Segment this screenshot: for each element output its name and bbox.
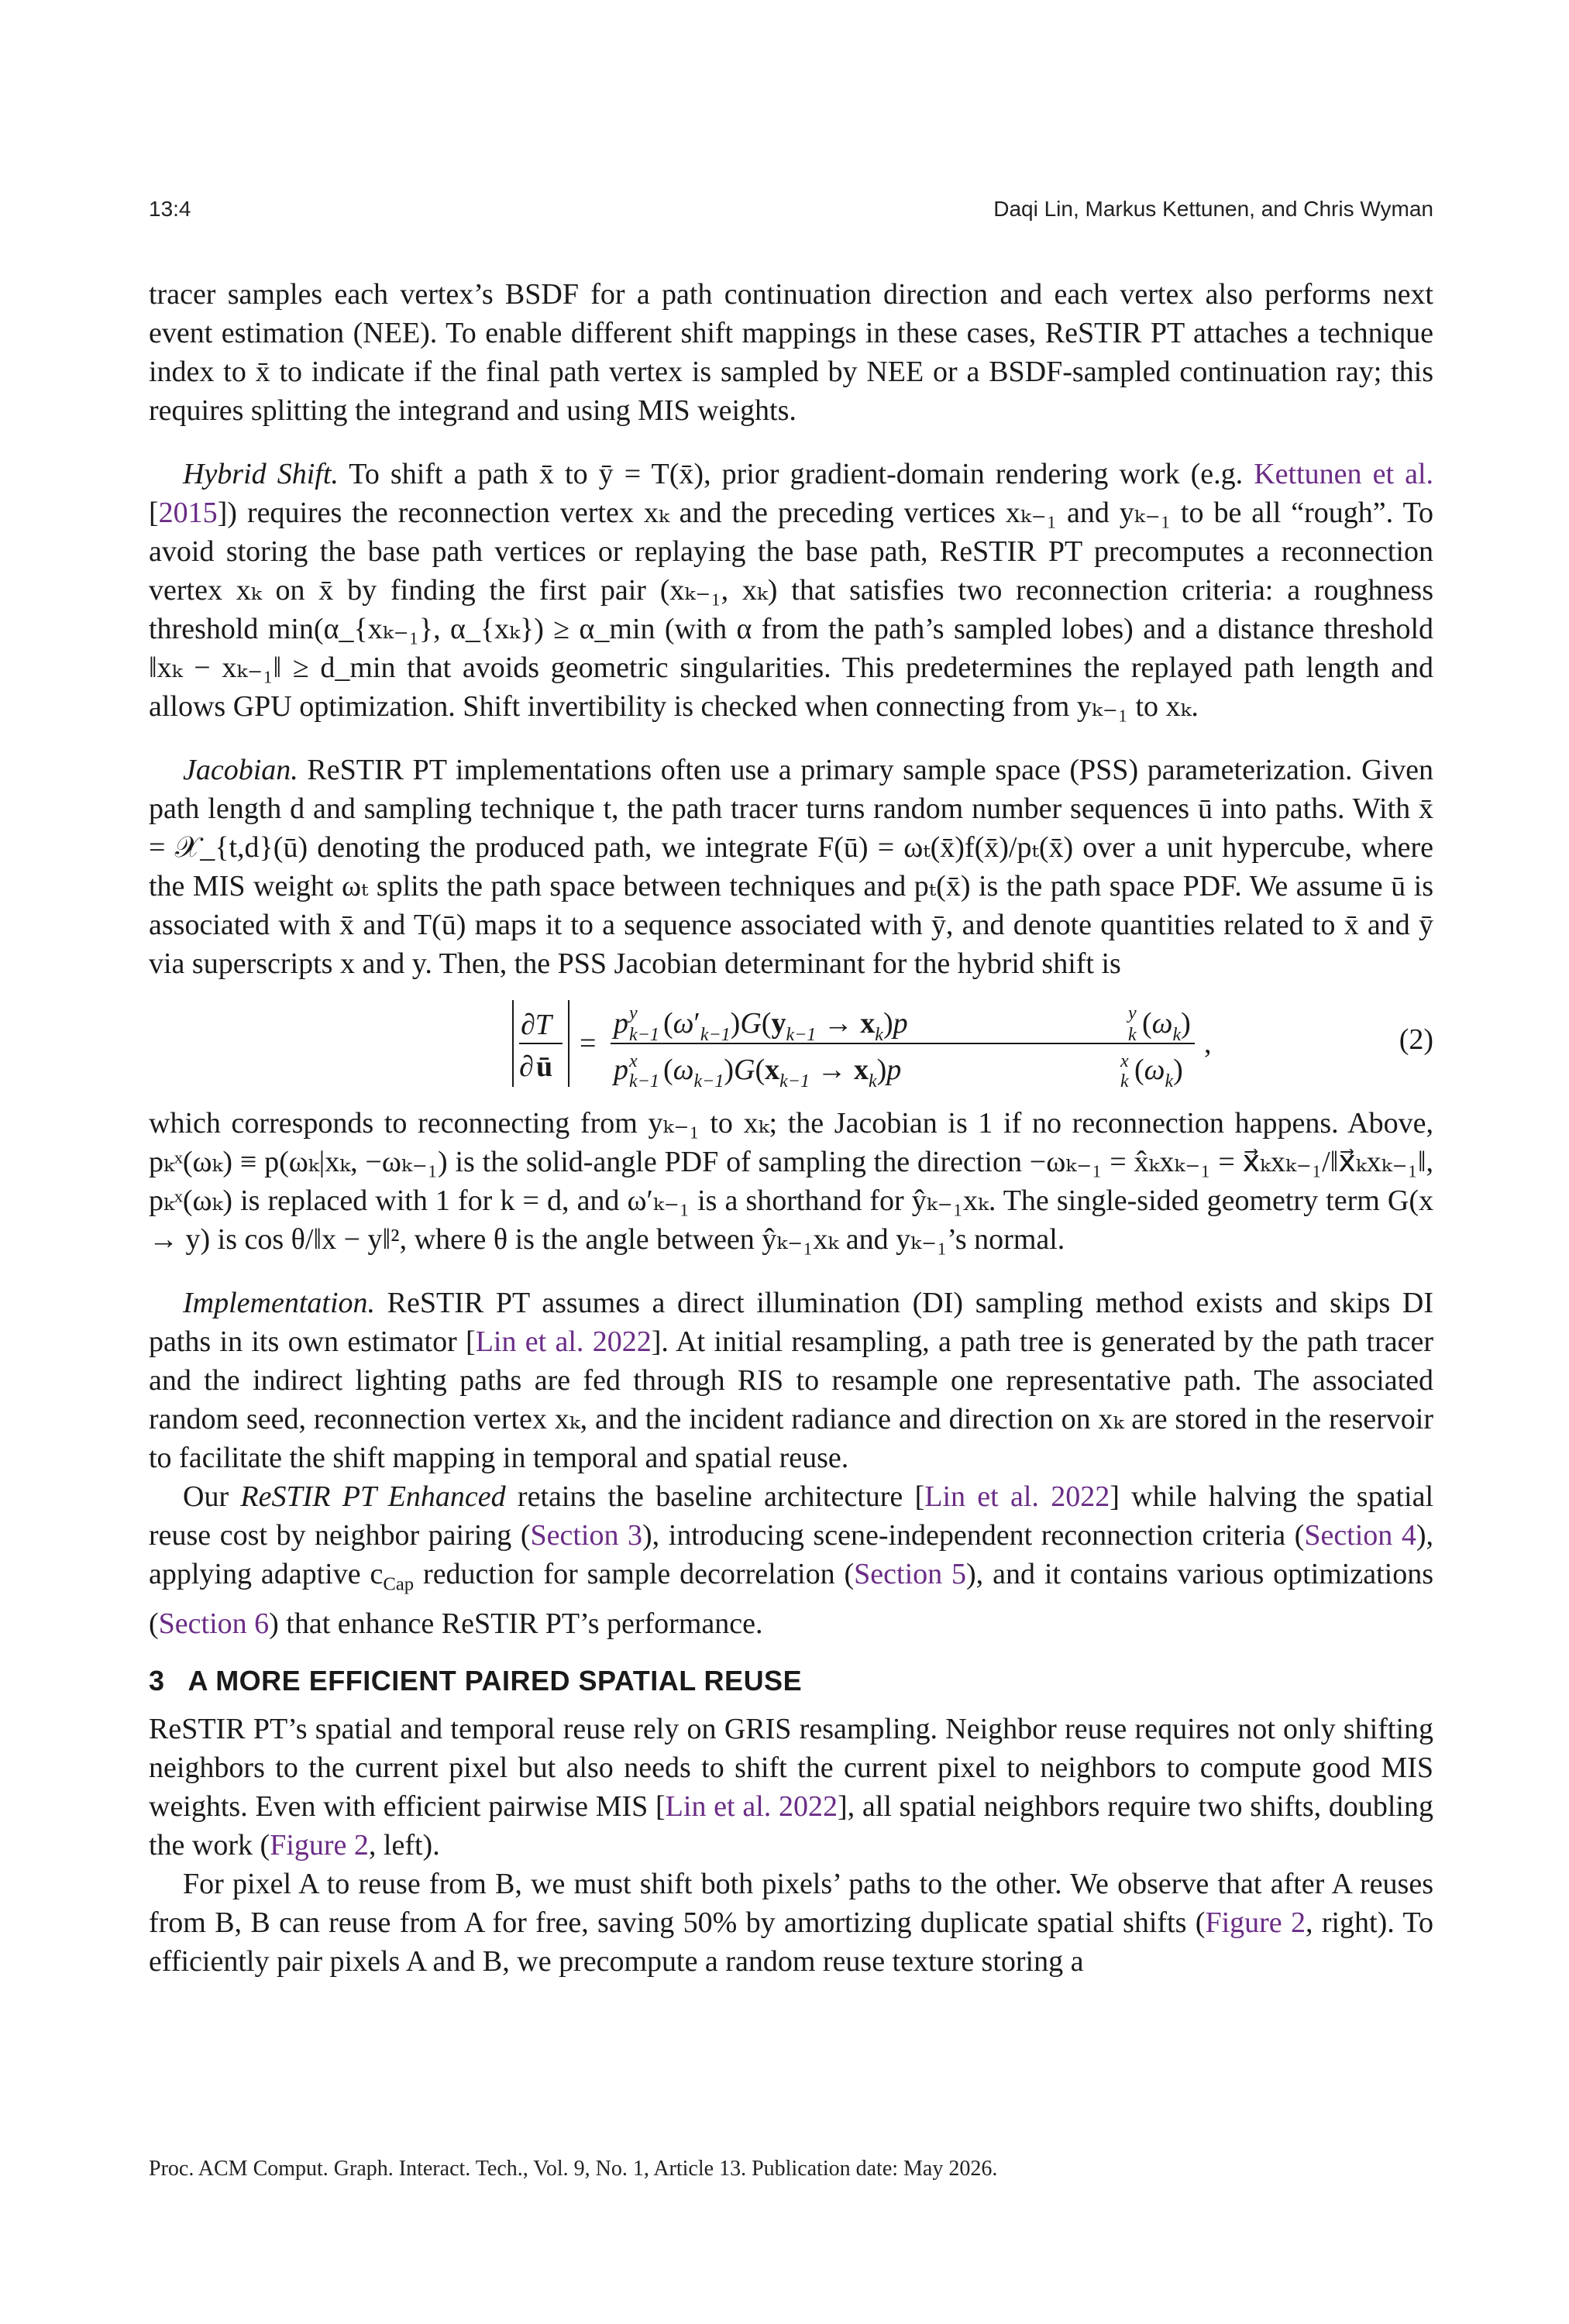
paragraph-section3-2 [149, 1865, 1433, 1981]
runin-heading-jacobian: Jacobian. [183, 754, 298, 786]
citation-lin-2022-b[interactable]: Lin et al. 2022 [924, 1480, 1110, 1513]
paragraph-implementation [149, 1284, 1433, 1477]
link-section-5[interactable]: Section 5 [854, 1558, 967, 1590]
citation-kettunen-year[interactable]: 2015 [158, 497, 218, 529]
paragraph-hybrid-shift: Hybrid Shift. To shift a path x̄ to ȳ = T(x̄), prior gradient-domain rendering work (e.g. Kettunen et al. [2015]) requires the reconnection vertex xₖ and the preceding vertices xₖ₋₁ and yₖ₋₁ to be all “rough”. To avoid storing the base path vertices or replaying the base path, ReSTIR PT precomputes a reconnection vertex xₖ on x̄ by finding the first pair (xₖ₋₁, xₖ) that satisfies two reconnection criteria: a roughness threshold min(α_{xₖ₋₁}, α_{xₖ}) ≥ α_min (with α from the path’s sampled lobes) and a distance threshold ‖xₖ − xₖ₋₁‖ ≥ d_min that avoids geometric singularities. This predetermines the replayed path length and allows GPU optimization. Shift invertibility is checked when connecting from yₖ₋₁ to xₖ. [149, 458, 1434, 723]
s3-text-e: , right). To efficiently pair pixels A and B, we precompute a random reuse texture storing a [149, 1906, 1433, 1978]
svg-text:(ωk): $(\omega_k)$ [1142, 1007, 1191, 1045]
s3-text-b: ], all spatial neighbors require two shifts, doubling the work ( [149, 1789, 1433, 1862]
hybrid-text-b: ]) requires the reconnection vertex xₖ and the preceding vertices xₖ₋₁ and yₖ₋₁ to be all “rough”. To avoid storing the base path vertices or replaying the base path, ReSTIR PT precomputes a reconnection vertex xₖ on x̄ by finding the first pair (xₖ₋₁, xₖ) that satisfies two reconnection criteria: a roughness threshold min(α_{xₖ₋₁}, α_{xₖ}) ≥ α_min (with α from the path’s sampled lobes) and a distance threshold ‖xₖ − xₖ₋₁‖ ≥ d_min that avoids geometric singularities. This predetermines the replayed path length and allows GPU optimization. Shift invertibility is checked when connecting from yₖ₋₁ to xₖ. [149, 497, 1433, 723]
svg-text:k−1: k−1 [629, 1025, 659, 1045]
equation-graphic [149, 989, 1433, 1098]
svg-text:k−1: k−1 [629, 1071, 659, 1092]
page-reference: 13:4 [149, 197, 191, 221]
svg-text:p: p [614, 1007, 628, 1040]
link-figure-2[interactable]: Figure 2 [270, 1828, 369, 1862]
svg-text:x: x [629, 1051, 638, 1071]
runin-heading-implementation: Implementation. [183, 1287, 376, 1319]
s3-text-a: ReSTIR PT’s spatial and temporal reuse rely on GRIS resampling. Neighbor reuse requires not only shifting neighbors to the current pixel but also needs to shift the current pixel to neighbors to compute good MIS weights. Even with efficient pairwise MIS [ [149, 1712, 1433, 1823]
enhanced-text-e: ), applying adaptive c [149, 1519, 1433, 1590]
runin-heading-hybrid: Hybrid Shift. [183, 458, 339, 490]
paragraph-enhanced [149, 1477, 1433, 1643]
link-section-3[interactable]: Section 3 [530, 1519, 643, 1552]
paragraph-jacobian [149, 751, 1433, 983]
equation-2 [149, 989, 1433, 1098]
enhanced-text-h: ) that enhance ReSTIR PT’s performance. [269, 1607, 763, 1640]
svg-text:(ωk): $(\omega_k)$ [1134, 1054, 1183, 1092]
main-text [149, 275, 1433, 1981]
link-section-6[interactable]: Section 6 [158, 1607, 270, 1640]
enhanced-text-d: ), introducing scene-independent reconnection criteria ( [642, 1519, 1305, 1552]
svg-text:(ωk−1)G(xk−1 → xk)p: $(\omega_{k-1})G(x_{k-1} \to x_k)p$ [663, 1054, 902, 1092]
svg-text:k: k [1120, 1071, 1129, 1092]
link-figure-2-b[interactable]: Figure 2 [1205, 1906, 1306, 1939]
paragraph-after-equation: which corresponds to reconnecting from yₖ₋₁ to xₖ; the Jacobian is 1 if no reconnection happens. Above, pₖˣ(ωₖ) ≡ p(ωₖ|xₖ, −ωₖ₋₁) is the solid-angle PDF of sampling the direction −ωₖ₋₁ = x̂ₖxₖ₋₁ = x⃗ₖxₖ₋₁/‖x⃗ₖxₖ₋₁‖, pₖˣ(ωₖ) is replaced with 1 for k = d, and ω′ₖ₋₁ is a shorthand for ŷₖ₋₁xₖ. The single-sided geometry term G(x → y) is cos θ/‖x − y‖², where θ is the angle between ŷₖ₋₁xₖ and yₖ₋₁’s normal. [149, 1107, 1433, 1256]
citation-kettunen[interactable]: Kettunen et al. [1254, 458, 1434, 490]
enhanced-text-c: ] while halving the spatial reuse cost by neighbor pairing ( [149, 1480, 1434, 1552]
cap-subscript: Cap [383, 1573, 415, 1595]
enhanced-text-f: reduction for sample decorrelation ( [414, 1558, 855, 1590]
svg-text:,: , [1204, 1027, 1212, 1060]
citation-lin-2022-c[interactable]: Lin et al. 2022 [665, 1789, 838, 1823]
svg-text:∂: ∂ [519, 1050, 534, 1083]
enhanced-text-b: retains the baseline architecture [ [505, 1480, 925, 1513]
svg-text:ū: ū [536, 1050, 553, 1083]
paragraph-section3-1 [149, 1710, 1433, 1865]
method-name: ReSTIR PT Enhanced [240, 1480, 506, 1513]
s3-text-d: For pixel A to reuse from B, we must shift both pixels’ paths to the other. We observe that after A reuses from B, B can reuse from A for free, saving 50% by amortizing duplicate spatial shifts ( [149, 1867, 1433, 1939]
implementation-text-a: ReSTIR PT assumes a direct illumination (DI) sampling method exists and skips DI paths in its own estimator [ [149, 1287, 1433, 1358]
svg-text:x: x [1120, 1051, 1129, 1071]
svg-text:(ω′k−1)G(yk−1 → xk)p: $(\omega'_{k-1})G(y_{k-1} \to x_k)p$ [663, 1007, 908, 1045]
section-heading [149, 1662, 1433, 1700]
svg-text:y: y [1128, 1003, 1137, 1023]
citation-lin-2022[interactable]: Lin et al. 2022 [475, 1325, 652, 1358]
paragraph-continuation: tracer samples each vertex’s BSDF for a path continuation direction and each vertex also performs next event estimation (NEE). To enable different shift mappings in these cases, ReSTIR PT attaches a technique index to x̄ to indicate if the final path vertex is sampled by NEE or a BSDF-sampled continuation ray; this requires splitting the integrand and using MIS weights. [149, 278, 1433, 427]
svg-text:=: = [580, 1027, 597, 1060]
s3-text-c: , left). [368, 1828, 440, 1862]
enhanced-text-g: ), and it contains various optimizations ( [149, 1558, 1434, 1640]
equation-number: (2) [1399, 1023, 1433, 1056]
hybrid-text-a: To shift a path x̄ to ȳ = T(x̄), prior gradient-domain rendering work (e.g. [338, 458, 1254, 490]
jacobian-text: ReSTIR PT implementations often use a primary sample space (PSS) parameterization. Given path length d and sampling technique t, the path tracer turns random number sequences ū into paths. With x̄ = 𝒳_{t,d}(ū) denoting the produced path, we integrate F(ū) = ωₜ(x̄)f(x̄)/pₜ(x̄) over a unit hypercube, where the MIS weight ωₜ splits the path space between techniques and pₜ(x̄) is the path space PDF. We assume ū is associated with x̄ and T(ū) maps it to a sequence associated with ȳ, and denote quantities related to x̄ and ȳ via superscripts x and y. Then, the PSS Jacobian determinant for the hybrid shift is [149, 754, 1433, 980]
section-number: 3 [149, 1664, 165, 1697]
svg-text:∂T: ∂T [521, 1009, 552, 1041]
section-title: A MORE EFFICIENT PAIRED SPATIAL REUSE [188, 1664, 803, 1697]
author-list: Daqi Lin, Markus Kettunen, and Chris Wyman [993, 197, 1433, 221]
svg-text:y: y [629, 1003, 638, 1023]
svg-text:p: p [614, 1054, 628, 1086]
link-section-4[interactable]: Section 4 [1304, 1519, 1416, 1552]
implementation-text-b: ]. At initial resampling, a path tree is generated by the path tracer and the indirect lighting paths are fed through RIS to resample one representative path. The associated random seed, reconnection vertex xₖ, and the incident radiance and direction on xₖ are stored in the reservoir to facilitate the shift mapping in temporal and spatial reuse. [149, 1325, 1433, 1474]
enhanced-text-a: Our [183, 1480, 241, 1513]
svg-text:k: k [1128, 1025, 1137, 1045]
page-footer: Proc. ACM Comput. Graph. Interact. Tech., Vol. 9, No. 1, Article 13. Publication date: May 2026. [149, 2157, 998, 2181]
